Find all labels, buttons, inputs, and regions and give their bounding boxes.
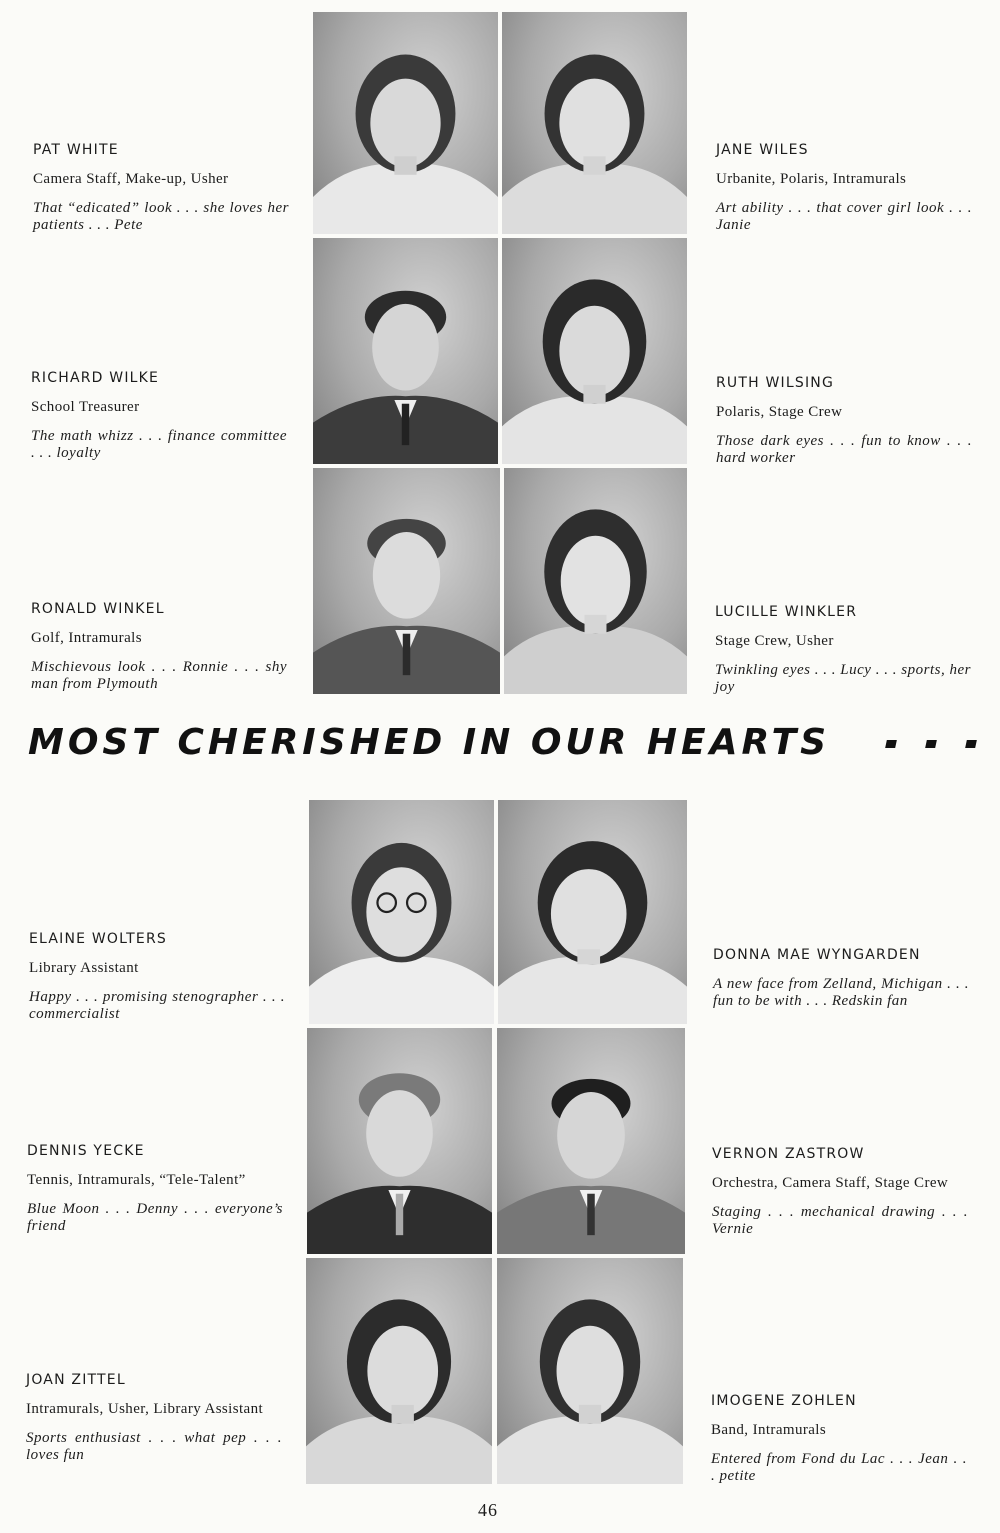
portrait-photo	[497, 1028, 685, 1254]
student-quote: Staging . . . mechanical drawing . . . Vernie	[712, 1204, 968, 1237]
student-name: DONNA MAE WYNGARDEN	[713, 947, 921, 963]
portrait-figure	[498, 800, 687, 1024]
student-name: RONALD WINKEL	[31, 601, 165, 617]
portrait-photo	[313, 12, 498, 234]
portrait-photo	[307, 1028, 492, 1254]
portrait-photo	[306, 1258, 492, 1484]
student-activities: Band, Intramurals	[711, 1422, 827, 1438]
student-entry-elaine-wolters	[29, 931, 285, 1023]
student-activities: Tennis, Intramurals, “Tele-Talent”	[27, 1172, 246, 1188]
student-quote: Twinkling eyes . . . Lucy . . . sports, her joy	[715, 662, 971, 695]
student-entry-pat-white	[33, 142, 289, 234]
student-quote: The math whizz . . . finance committee . . . loyalty	[31, 428, 287, 461]
student-entry-dennis-yecke	[27, 1143, 283, 1235]
portrait-figure	[313, 238, 498, 464]
portrait-photo	[504, 468, 687, 694]
portrait-figure	[502, 238, 687, 464]
student-quote: Blue Moon . . . Denny . . . everyone’s friend	[27, 1201, 283, 1234]
portrait-figure	[313, 12, 498, 234]
student-entry-imogene-zohlen	[711, 1393, 967, 1485]
student-quote: That “edicated” look . . . she loves her patients . . . Pete	[33, 200, 289, 233]
student-activities: Camera Staff, Make-up, Usher	[33, 171, 229, 187]
student-name: ELAINE WOLTERS	[29, 931, 167, 947]
student-entry-donna-mae-wyngarden	[713, 947, 969, 1010]
student-quote: A new face from Zelland, Michigan . . . fun to be with . . . Redskin fan	[713, 976, 969, 1009]
headline-dots	[856, 722, 1000, 763]
section-headline	[28, 722, 978, 778]
portrait-photo	[313, 238, 498, 464]
student-quote: Those dark eyes . . . fun to know . . . hard worker	[716, 433, 972, 466]
student-activities: Intramurals, Usher, Library Assistant	[26, 1401, 264, 1417]
portrait-figure	[497, 1028, 685, 1254]
portrait-photo	[502, 12, 687, 234]
portrait-photo	[309, 800, 494, 1024]
student-name: PAT WHITE	[33, 142, 119, 158]
student-quote: Sports enthusiast . . . what pep . . . loves fun	[26, 1430, 282, 1463]
portrait-figure	[313, 468, 500, 694]
portrait-photo	[498, 800, 687, 1024]
student-quote: Happy . . . promising stenographer . . . commercialist	[29, 989, 285, 1022]
student-activities: Urbanite, Polaris, Intramurals	[716, 171, 907, 187]
student-name: VERNON ZASTROW	[712, 1146, 865, 1162]
portrait-photo	[497, 1258, 683, 1484]
student-name: LUCILLE WINKLER	[715, 604, 858, 620]
student-activities: Library Assistant	[29, 960, 139, 976]
portrait-figure	[502, 12, 687, 234]
student-entry-joan-zittel	[26, 1372, 282, 1464]
student-activities: Stage Crew, Usher	[715, 633, 834, 649]
student-name: IMOGENE ZOHLEN	[711, 1393, 857, 1409]
student-entry-vernon-zastrow	[712, 1146, 968, 1238]
student-entry-lucille-winkler	[715, 604, 971, 696]
student-entry-ruth-wilsing	[716, 375, 972, 467]
student-quote: Art ability . . . that cover girl look . . . Janie	[716, 200, 972, 233]
page-number: 46	[478, 1500, 498, 1520]
portrait-figure	[309, 800, 494, 1024]
student-name: RICHARD WILKE	[31, 370, 160, 386]
student-entry-ronald-winkel	[31, 601, 287, 693]
portrait-figure	[307, 1028, 492, 1254]
portrait-photo	[313, 468, 500, 694]
student-quote: Entered from Fond du Lac . . . Jean . . . petite	[711, 1451, 967, 1484]
student-name: RUTH WILSING	[716, 375, 835, 391]
portrait-photo	[502, 238, 687, 464]
headline-text: MOST CHERISHED IN OUR HEARTS	[28, 722, 831, 763]
portrait-figure	[306, 1258, 492, 1484]
student-activities: Polaris, Stage Crew	[716, 404, 843, 420]
student-activities: Orchestra, Camera Staff, Stage Crew	[712, 1175, 949, 1191]
student-entry-jane-wiles	[716, 142, 972, 234]
student-entry-richard-wilke	[31, 370, 287, 462]
portrait-figure	[497, 1258, 683, 1484]
student-name: JOAN ZITTEL	[26, 1372, 126, 1388]
student-name: JANE WILES	[716, 142, 809, 158]
student-quote: Mischievous look . . . Ronnie . . . shy man from Plymouth	[31, 659, 287, 692]
student-activities: School Treasurer	[31, 399, 140, 415]
portrait-figure	[504, 468, 687, 694]
student-name: DENNIS YECKE	[27, 1143, 145, 1159]
student-activities: Golf, Intramurals	[31, 630, 142, 646]
